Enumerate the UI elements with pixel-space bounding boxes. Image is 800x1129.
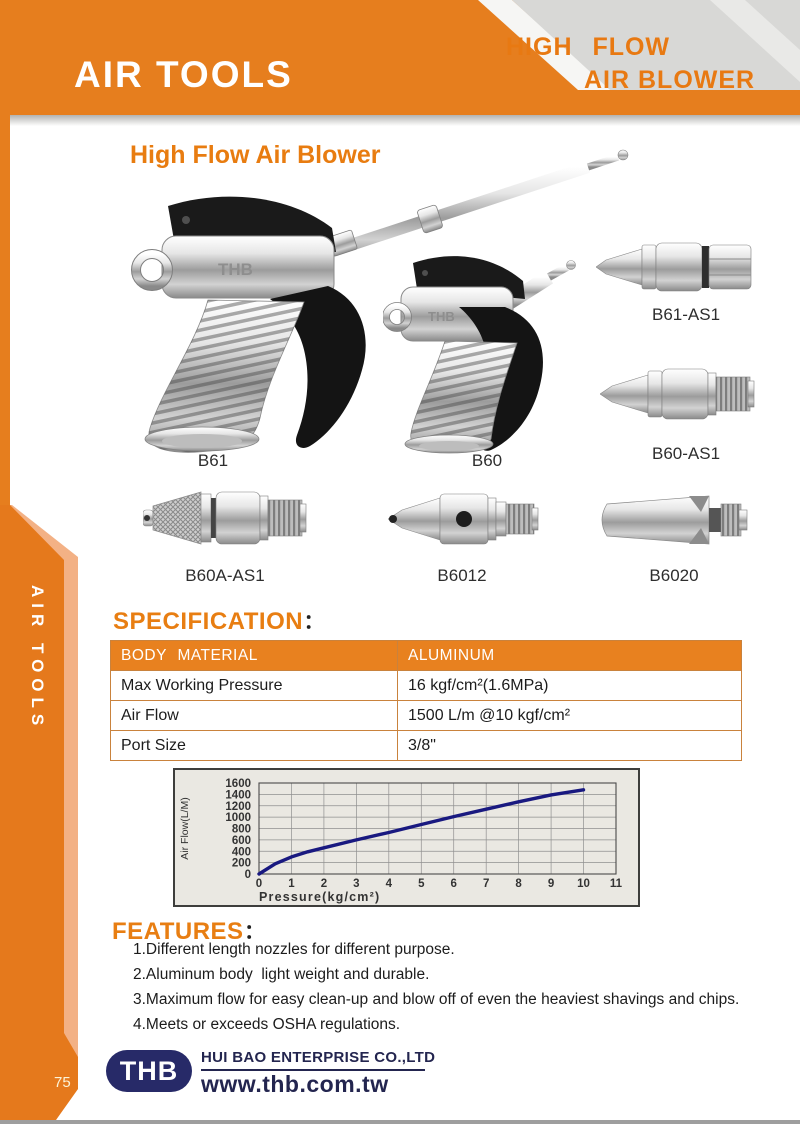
b60-hang-ring xyxy=(383,303,412,332)
b61-bracket-screw xyxy=(182,216,190,224)
svg-text:4: 4 xyxy=(385,878,393,890)
svg-text:200: 200 xyxy=(231,857,251,870)
b61-hang-ring xyxy=(132,250,173,291)
features-list xyxy=(133,941,773,1041)
bottom-rule xyxy=(0,1120,800,1124)
feature-item: 2.Aluminum body light weight and durable. xyxy=(133,966,430,983)
product-label-b6012: B6012 xyxy=(437,566,487,585)
product-image-b6020 xyxy=(597,490,752,550)
website-url: www.thb.com.tw xyxy=(201,1071,389,1097)
spec-header-aluminum: ALUMINUM xyxy=(398,641,742,671)
product-image-b6012 xyxy=(388,486,540,552)
page-title: High Flow Air Blower xyxy=(130,141,381,169)
svg-text:400: 400 xyxy=(231,846,251,859)
table-header-row xyxy=(111,641,742,671)
b60-engraving: THB xyxy=(428,309,455,324)
spec-row3-value: 3/8" xyxy=(398,731,742,761)
features-heading-text: FEATURES xyxy=(112,918,244,945)
svg-text:1400: 1400 xyxy=(225,789,251,802)
product-label-b61: B61 xyxy=(197,451,229,470)
spec-row1-label: Max Working Pressure xyxy=(111,671,398,701)
svg-text:600: 600 xyxy=(231,834,251,847)
category-line1: HIGH FLOW xyxy=(506,33,671,61)
product-image-b61-as1 xyxy=(596,236,756,298)
svg-text:Air Flow(L/M): Air Flow(L/M) xyxy=(179,797,191,860)
airflow-pressure-chart xyxy=(173,768,640,907)
feature-item: 1.Different length nozzles for different purpose. xyxy=(133,941,455,958)
thb-logo: THB xyxy=(106,1050,192,1092)
svg-text:10: 10 xyxy=(577,878,590,890)
svg-text:3: 3 xyxy=(353,878,360,890)
b60-bracket-screw xyxy=(422,270,428,276)
b61-engraving: THB xyxy=(218,260,253,279)
header-shadow xyxy=(0,115,800,126)
sidebar-vertical-label: AIR TOOLS xyxy=(28,585,47,732)
svg-text:7: 7 xyxy=(482,878,490,890)
svg-text:1600: 1600 xyxy=(225,778,251,790)
table-row xyxy=(111,671,742,701)
spec-row2-label: Air Flow xyxy=(111,701,398,731)
spec-row1-value: 16 kgf/cm²(1.6MPa) xyxy=(398,671,742,701)
company-name: HUI BAO ENTERPRISE CO.,LTD xyxy=(201,1049,436,1066)
product-image-b60-as1 xyxy=(600,360,755,428)
svg-text:1000: 1000 xyxy=(225,812,251,825)
svg-text:11: 11 xyxy=(609,878,623,890)
table-row xyxy=(111,731,742,761)
spec-header-body-material: BODY MATERIAL xyxy=(111,641,398,671)
svg-text:9: 9 xyxy=(547,878,555,890)
spec-row3-label: Port Size xyxy=(111,731,398,761)
product-label-b61-as1: B61-AS1 xyxy=(651,305,721,324)
specification-heading-colon: ： xyxy=(303,608,328,635)
brand-title: AIR TOOLS xyxy=(74,54,293,95)
product-image-b60a-as1 xyxy=(143,482,311,554)
product-label-b60a-as1: B60A-AS1 xyxy=(185,566,265,585)
svg-text:1200: 1200 xyxy=(225,800,251,813)
b61-handle xyxy=(145,300,304,452)
product-image-b60 xyxy=(383,243,578,457)
specification-heading-text: SPECIFICATION xyxy=(113,608,304,635)
svg-text:0: 0 xyxy=(244,869,251,881)
svg-text:0: 0 xyxy=(255,878,263,890)
feature-item: 4.Meets or exceeds OSHA regulations. xyxy=(133,1016,401,1033)
svg-text:1: 1 xyxy=(288,878,295,890)
svg-text:Pressure(kg/cm²): Pressure(kg/cm²) xyxy=(259,890,381,904)
page-header xyxy=(0,0,800,115)
features-heading-colon: ： xyxy=(243,918,269,945)
svg-text:5: 5 xyxy=(418,878,425,890)
product-label-b60: B60 xyxy=(471,451,503,470)
product-label-b60-as1: B60-AS1 xyxy=(651,444,721,463)
specification-table xyxy=(110,640,742,761)
svg-text:8: 8 xyxy=(515,878,522,890)
svg-text:2: 2 xyxy=(320,878,328,890)
category-line2: AIR BLOWER xyxy=(584,66,756,94)
product-label-b6020: B6020 xyxy=(649,566,699,585)
table-row xyxy=(111,701,742,731)
svg-text:800: 800 xyxy=(231,823,251,836)
specification-heading xyxy=(113,601,328,636)
page-number: 75 xyxy=(54,1074,71,1091)
spec-row2-value: 1500 L/m @10 kgf/cm² xyxy=(398,701,742,731)
feature-item: 3.Maximum flow for easy clean-up and blow off of even the heaviest shavings and chips. xyxy=(133,991,740,1008)
svg-text:6: 6 xyxy=(450,878,457,890)
